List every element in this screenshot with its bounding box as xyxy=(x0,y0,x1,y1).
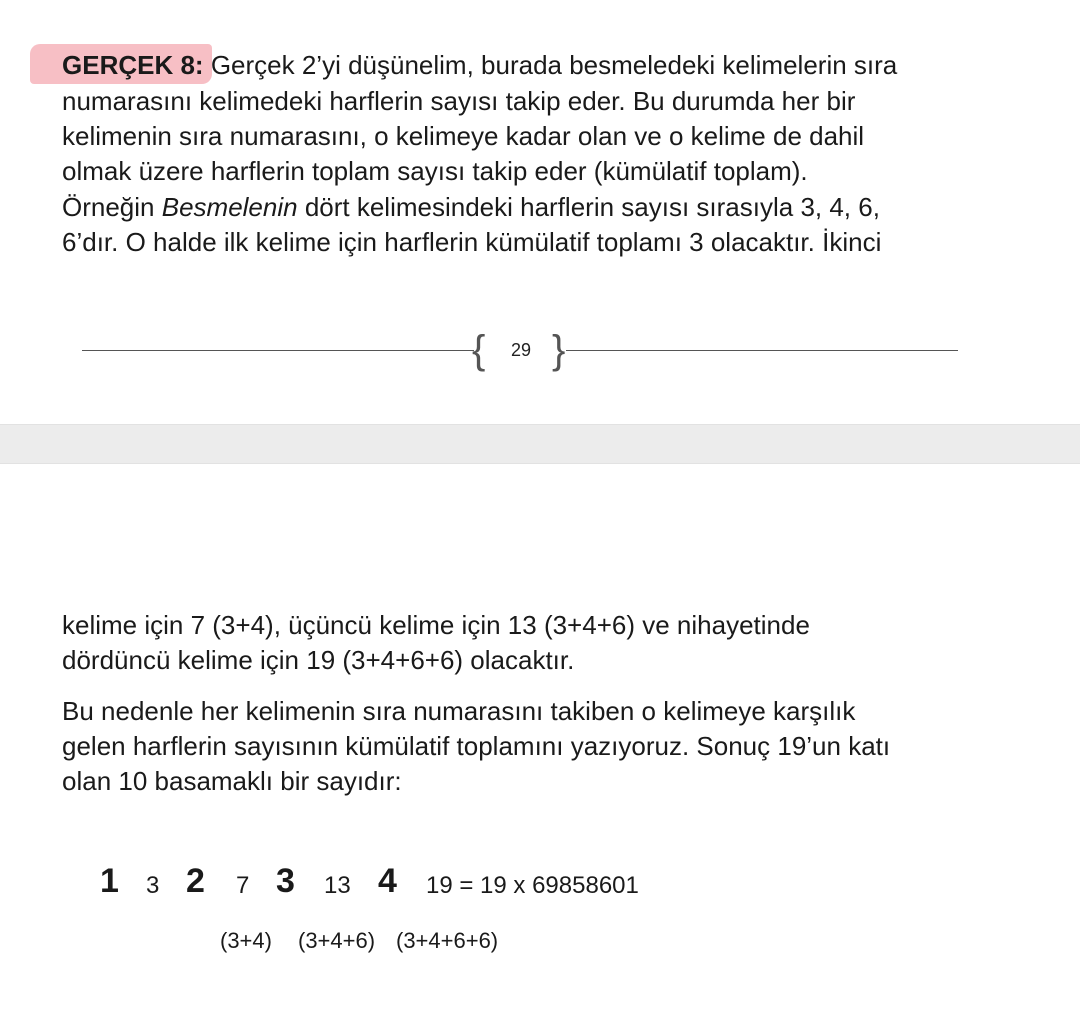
paragraph-line: 6’dır. O halde ilk kelime için harflerin kümülatif toplamı 3 olacaktır. İkinci xyxy=(62,227,882,257)
fact-heading: GERÇEK 8 xyxy=(62,50,195,80)
subnote-sum-4: (3+4+6+6) xyxy=(396,928,499,953)
paragraph-line xyxy=(62,48,1022,82)
page-separator xyxy=(0,424,1080,464)
page-number: 29 xyxy=(510,340,532,360)
document-page-top xyxy=(0,0,1080,424)
paragraph-line: Bu nedenle her kelimenin sıra numarasını takiben o kelimeye karşılık xyxy=(62,696,856,726)
footer-rule-left xyxy=(82,350,474,351)
paragraph-text: dört kelimesindeki harflerin sayısı sırasıyla 3, 4, 6, xyxy=(297,192,880,222)
paragraph-line: olan 10 basamaklı bir sayıdır: xyxy=(62,766,402,796)
word-index-2: 2 xyxy=(186,862,205,900)
paragraph-line: olmak üzere harflerin toplam sayısı takip eder (kümülatif toplam). xyxy=(62,156,808,186)
cumulative-count-3: 13 xyxy=(324,872,351,899)
paragraph-line xyxy=(62,190,1022,224)
cumulative-count-4: 19 = 19 x 69858601 xyxy=(426,872,639,899)
word-index-4: 4 xyxy=(378,862,397,900)
paragraph-line: kelimenin sıra numarasını, o kelimeye kadar olan ve o kelime de dahil xyxy=(62,121,865,151)
paragraph-text: Örneğin xyxy=(62,192,162,222)
fact-heading-colon: : xyxy=(194,50,204,80)
word-index-1: 1 xyxy=(100,862,119,900)
subnote-sum-3: (3+4+6) xyxy=(298,928,376,953)
paragraph-line: dördüncü kelime için 19 (3+4+6+6) olacaktır. xyxy=(62,645,575,675)
paragraph-line: kelime için 7 (3+4), üçüncü kelime için 13 (3+4+6) ve nihayetinde xyxy=(62,610,810,640)
word-index-3: 3 xyxy=(276,862,295,900)
paragraph-line: numarasını kelimedeki harflerin sayısı takip eder. Bu durumda her bir xyxy=(62,86,856,116)
footer-rule-right xyxy=(566,350,958,351)
cumulative-count-1: 3 xyxy=(146,872,160,899)
subnote-sum-2: (3+4) xyxy=(220,928,272,953)
paragraph-line: gelen harflerin sayısının kümülatif toplamını yazıyoruz. Sonuç 19’un katı xyxy=(62,731,891,761)
page-number-bracket-left: { xyxy=(472,328,486,372)
paragraph-text: Gerçek 2’yi düşünelim, burada besmeledeki kelimelerin sıra xyxy=(203,50,898,80)
cumulative-count-2: 7 xyxy=(236,872,250,899)
page-number-bracket-right: } xyxy=(552,328,566,372)
italic-term: Besmelenin xyxy=(161,192,298,222)
